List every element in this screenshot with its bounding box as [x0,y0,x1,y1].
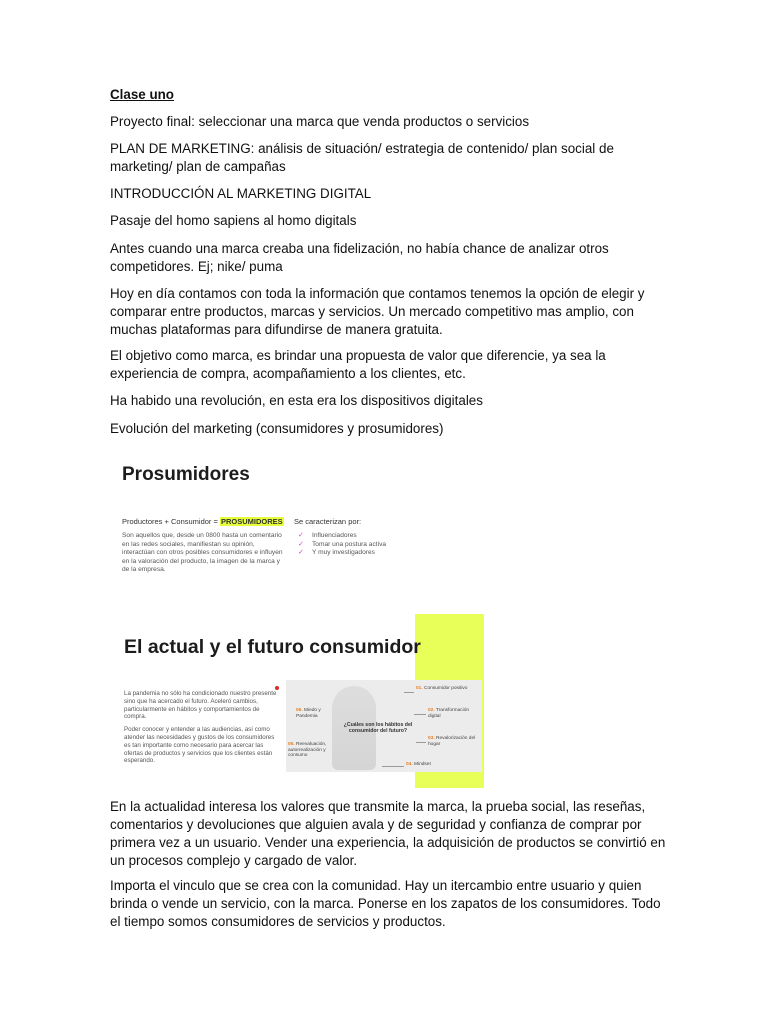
prosumidores-slide-image [112,452,492,592]
slide-title: Prosumidores [122,464,250,485]
habits-diagram [286,680,482,772]
center-question: ¿Cuáles son los hábitos del consumidor del futuro? [343,722,413,735]
paragraph-evolution: Evolución del marketing (consumidores y prosumidores) [110,421,444,436]
prosumer-formula [122,517,284,526]
formula-highlight: PROSUMIDORES [220,517,283,526]
connector-line [382,766,404,767]
formula-prefix: Productores + Consumidor = [122,517,220,526]
paragraph-intro-digital: INTRODUCCIÓN AL MARKETING DIGITAL [110,186,372,201]
red-dot-icon [275,686,279,690]
traits-list [298,532,386,558]
slide-body-paragraph: Poder conocer y entender a las audiencias, así como atender las necesidades y gustos de los consumidores es tan importante como necesario para acercar las ofertas de productos y servicios que los clientes están esperando. [124,726,275,765]
paragraph-community: Importa el vinculo que se crea con la comunidad. Hay un itercambio entre usuario y quien brinda o vende un servicio, con la marca. Ponerse en los zapatos de los consumidores. Todo el tiempo somos consumidores de servicios y productos. [110,878,661,929]
future-consumer-slide-image [114,614,484,788]
paragraph-current-values: En la actualidad interesa los valores que transmite la marca, la prueba social, las reseñas, comentarios y devoluciones que alguien avala y de seguridad y confianza de comprar por primera vez a un usuario. Vender una experiencia, la adquisición de productos se convirtió en un procesos complejo y cargado de valor. [110,799,666,868]
check-icon: ✓ [298,540,304,548]
habit-label: 04. Mindset [406,762,431,767]
connector-line [404,692,414,693]
slide-title: El actual y el futuro consumidor [124,636,421,658]
slide-body-paragraph: La pandemia no sólo ha condicionado nuestro presente sino que ha acercado el futuro. Aceleró cambios, particularmente en hábitos y comportamientos de compra. [124,690,277,721]
connector-line [414,714,426,715]
habit-label: 03. Revalorización del hogar [428,736,476,747]
paragraph-final-project: Proyecto final: seleccionar una marca que venda productos o servicios [110,114,530,129]
paragraph-value-proposal: El objetivo como marca, es brindar una propuesta de valor que diferencie, ya sea la experiencia de compra, acompañamiento a los clientes, etc. [110,348,606,381]
paragraph-marketing-plan: PLAN DE MARKETING: análisis de situación/ estrategia de contenido/ plan social de marketing/ plan de campañas [110,141,614,174]
paragraph-brand-loyalty: Antes cuando una marca creaba una fidelización, no había chance de analizar otros competidores. Ej; nike/ puma [110,241,609,274]
check-icon: ✓ [298,532,304,539]
paragraph-information: Hoy en día contamos con toda la información que contamos tenemos la opción de elegir y comparar entre productos, marcas y servicios. Un mercado competitivo mas amplio, con muchas plataformas para difundirse de manera gratuita. [110,286,645,337]
trait-item: ✓ Influenciadores [298,532,357,539]
trait-item: ✓ Tomar una postura activa [298,540,387,548]
trait-item: ✓ Y muy investigadores [298,549,375,557]
prosumer-definition: Son aquellos que, desde un 0800 hasta un comentario en las redes sociales, manifiestan su opinión, interactúan con otros posibles consumidores e influyen en la valoración del producto, la imagen de la marca y de la empresa. [122,532,283,574]
habit-label: 06. Miedo y Pandemia [296,708,321,719]
check-icon: ✓ [298,549,304,557]
paragraph-revolution: Ha habido una revolución, en esta era los dispositivos digitales [110,393,483,408]
slide-body [124,690,282,770]
class-heading: Clase uno [110,87,174,102]
habit-label: 01. Consumidor positivo [416,686,468,691]
traits-heading: Se caracterizan por: [294,517,362,526]
habit-label: 02. Transformación digital [428,708,470,719]
habit-label: 05. Reevaluación, autorrealización y consumo [288,742,327,759]
paragraph-homo-digitals: Pasaje del homo sapiens al homo digitals [110,213,357,228]
connector-line [416,742,426,743]
